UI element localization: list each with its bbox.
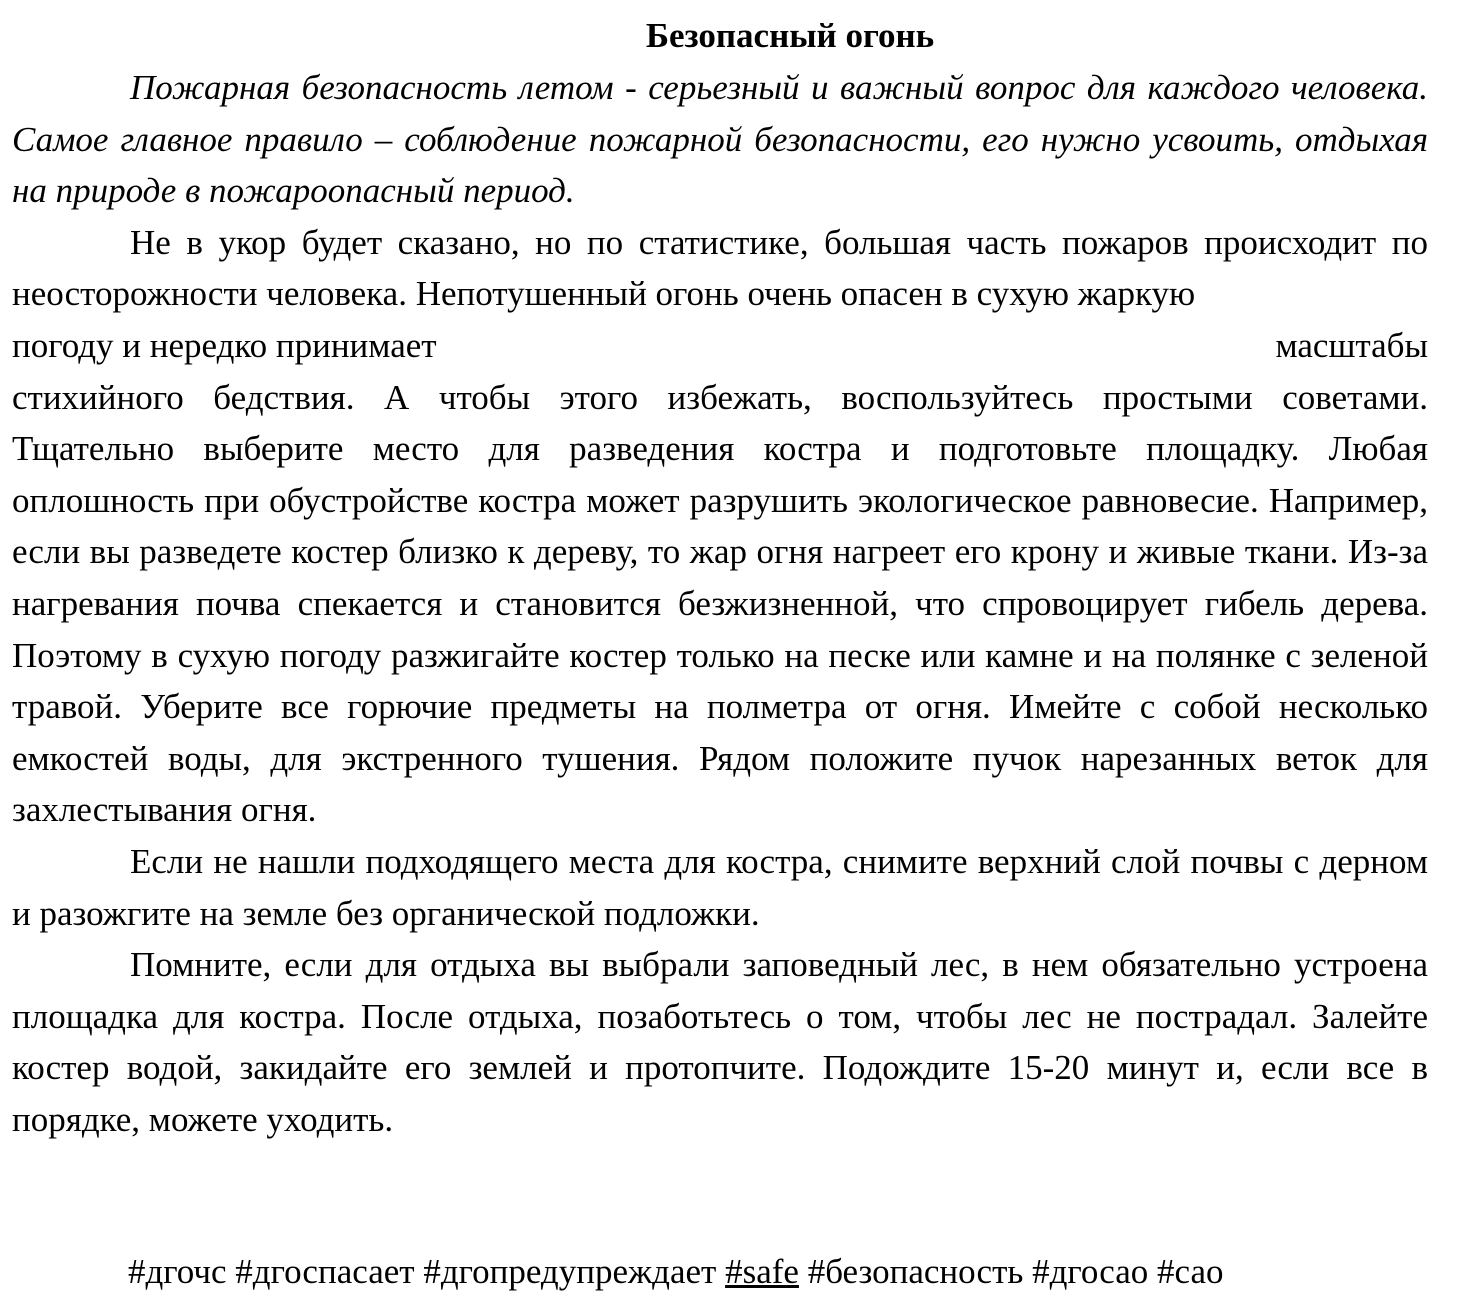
paragraph-1-gap-right: масштабы — [1275, 325, 1428, 365]
document-title: Безопасный огонь — [645, 16, 935, 55]
document-body — [12, 10, 1428, 1145]
safe-hashtag-link[interactable]: #safe — [725, 1252, 799, 1291]
paragraph-1-rest: стихийного бедствия. А чтобы этого избежать, воспользуйтесь простыми советами. Тщательно выберите место для разведения костра и подготовьте площадку. Любая оплошность при обустройстве костра может разрушить экологическое равновесие. Например, если вы разведете костер близко к дереву, то жар огня нагреет его крону и живые ткани. Из-за нагревания почва спекается и становится безжизненной, что спровоцирует гибель дерева. Поэтому в сухую погоду разжигайте костер только на песке или камне и на полянке с зеленой травой. Уберите все горючие предметы на полметра от огня. Имейте с собой несколько емкостей воды, для экстренного тушения. Рядом положите пучок нарезанных веток для захлестывания огня. — [12, 377, 1428, 830]
hashtag-line — [128, 1246, 1223, 1298]
hashtags-after-link: #безопасность #дгосао #сао — [798, 1252, 1224, 1291]
paragraph-2: Если не нашли подходящего места для костра, снимите верхний слой почвы с дерном и разожгите на земле без органической подложки. — [12, 841, 1428, 933]
paragraph-1-gap-line — [12, 320, 1428, 372]
paragraph-1 — [12, 217, 1428, 836]
hashtags-before-link: #дгочс #дгоспасает #дгопредупреждает — [128, 1252, 726, 1291]
lead-paragraph: Пожарная безопасность летом - серьезный и важный вопрос для каждого человека. Самое главное правило – соблюдение пожарной безопасности, его нужно усвоить, отдыхая на природе в пожароопасный период. — [12, 68, 1428, 211]
paragraph-1-gap-left: погоду и нередко принимает — [12, 325, 437, 365]
paragraph-3: Помните, если для отдыха вы выбрали заповедный лес, в нем обязательно устроена площадка для костра. После отдыха, позаботьтесь о том, чтобы лес не пострадал. Залейте костер водой, закидайте его землей и протопчите. Подождите 15-20 минут и, если все в порядке, можете уходить. — [12, 945, 1428, 1139]
paragraph-1-start: Не в укор будет сказано, но по статистике, большая часть пожаров происходит по неосторожности человека. Непотушенный огонь очень опасен в сухую жаркую — [12, 222, 1428, 314]
